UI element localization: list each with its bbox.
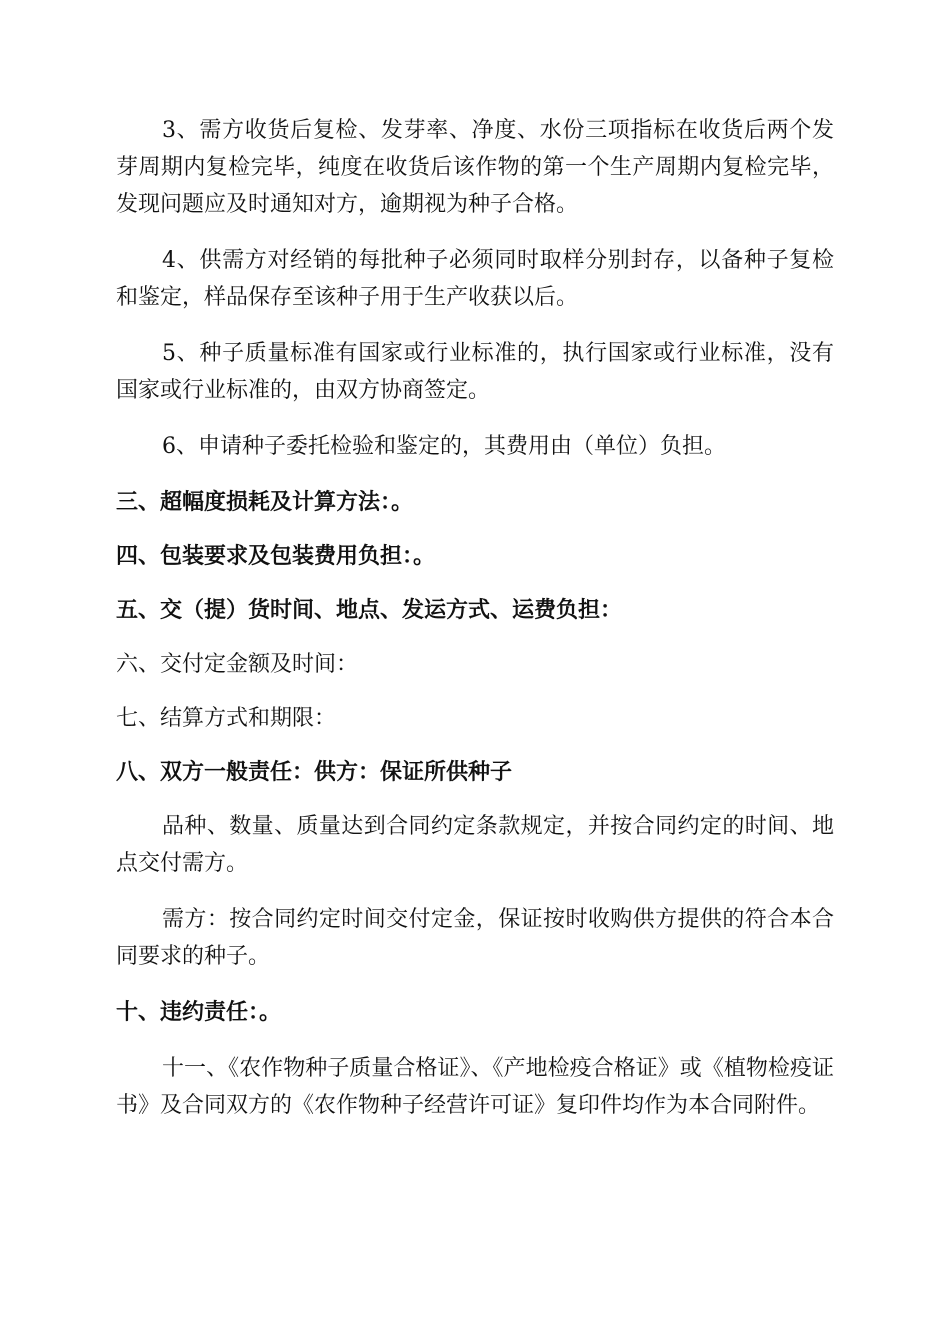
clause-5-quality-standard: 5、种子质量标准有国家或行业标准的，执行国家或行业标准，没有国家或行业标准的，由双方协商签定。 — [116, 341, 834, 403]
clause-6-inspection-fee: 6、申请种子委托检验和鉴定的，其费用由（单位）负担。 — [162, 434, 726, 459]
buyer-duty-text: 需方：按合同约定时间交付定金，保证按时收购供方提供的符合本合同要求的种子。 — [116, 907, 834, 969]
section-5-heading: 五、交（提）货时间、地点、发运方式、运费负担： — [116, 598, 623, 623]
section-8-heading: 八、双方一般责任：供方：保证所供种子 — [116, 760, 513, 785]
section-11-attachments: 十一、《农作物种子质量合格证》、《产地检疫合格证》或《植物检疫证书》及合同双方的《农作物种子经营许可证》复印件均作为本合同附件。 — [116, 1056, 834, 1118]
clause-4-sampling: 4、供需方对经销的每批种子必须同时取样分别封存，以备种子复检和鉴定，样品保存至该种子用于生产收获以后。 — [116, 248, 834, 310]
section-7-heading: 七、结算方式和期限： — [116, 706, 337, 731]
section-3-heading: 三、超幅度损耗及计算方法：。 — [116, 490, 414, 515]
section-6-heading: 六、交付定金额及时间： — [116, 652, 359, 677]
section-4-heading: 四、包装要求及包装费用负担：。 — [116, 544, 436, 569]
document-page — [116, 112, 834, 1124]
section-10-heading: 十、违约责任：。 — [116, 1000, 282, 1025]
clause-3-recheck: 3、需方收货后复检、发芽率、净度、水份三项指标在收货后两个发芽周期内复检完毕，纯度在收货后该作物的第一个生产周期内复检完毕，发现问题应及时通知对方，逾期视为种子合格。 — [116, 118, 834, 217]
supplier-duty-text: 品种、数量、质量达到合同约定条款规定，并按合同约定的时间、地点交付需方。 — [116, 814, 834, 876]
